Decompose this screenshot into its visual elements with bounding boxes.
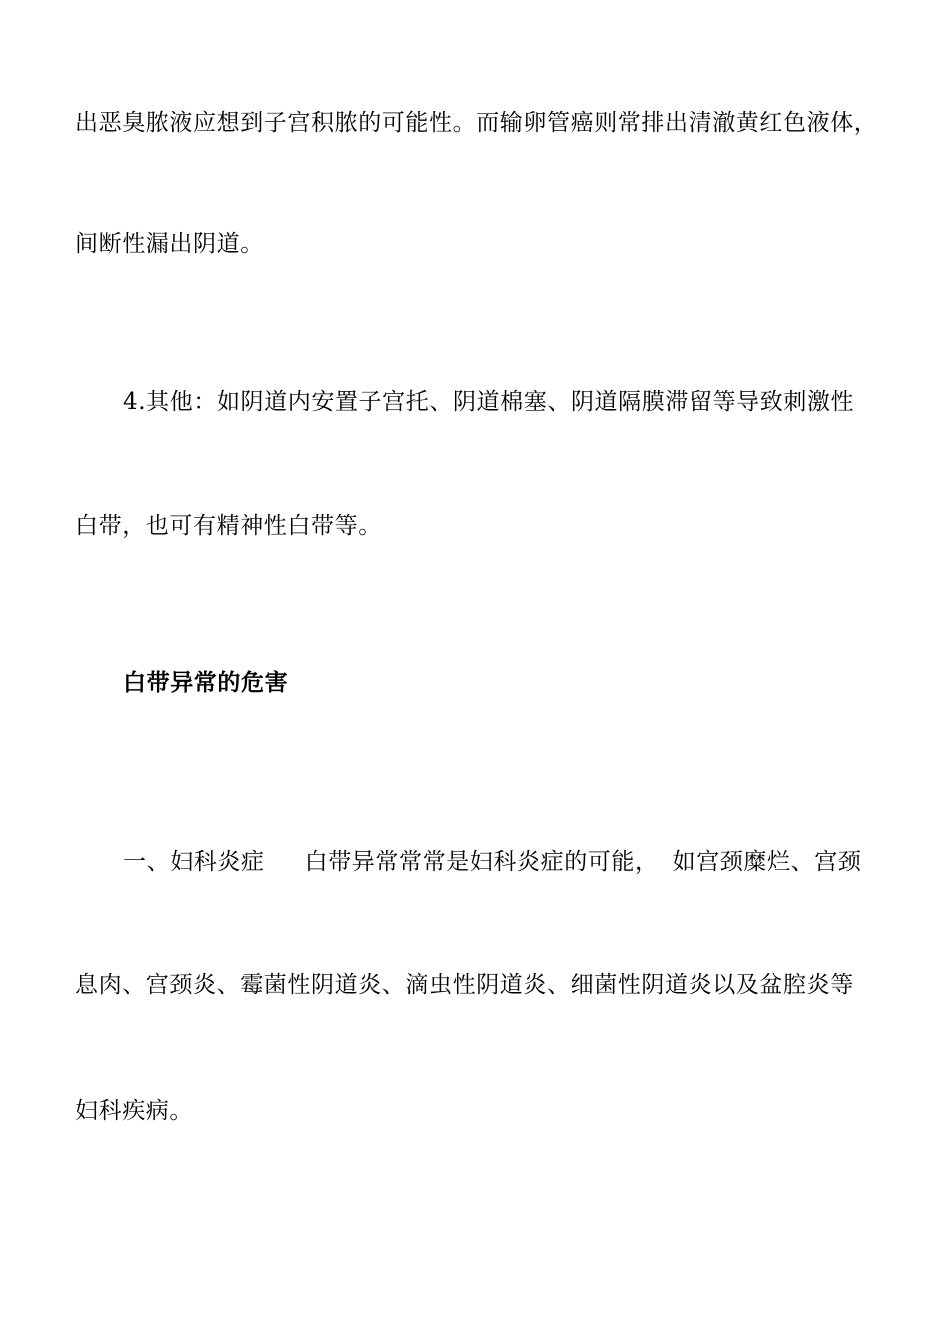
paragraph-3-line-1	[123, 847, 861, 877]
paragraph-2-line-2: 白带，也可有精神性白带等。	[75, 513, 382, 539]
paragraph-3-line-1-part-a: 白带异常常常是妇科炎症的可能，	[304, 849, 659, 875]
paragraph-1-line-2: 间断性漏出阴道。	[75, 231, 264, 257]
paragraph-3-line-3: 妇科疾病。	[75, 1098, 193, 1124]
paragraph-3-line-1-part-b: 如宫颈糜烂、宫颈	[672, 849, 862, 875]
paragraph-2-line-1: 4.其他：如阴道内安置子宫托、阴道棉塞、阴道隔膜滞留等导致刺激性	[123, 389, 855, 415]
paragraph-3-label: 一、妇科炎症	[123, 849, 265, 875]
paragraph-1-line-1: 出恶臭脓液应想到子宫积脓的可能性。而输卵管癌则常排出清澈黄红色液体，	[75, 110, 878, 136]
paragraph-3-line-2: 息肉、宫颈炎、霉菌性阴道炎、滴虫性阴道炎、细菌性阴道炎以及盆腔炎等	[75, 972, 854, 998]
section-heading: 白带异常的危害	[123, 670, 289, 696]
